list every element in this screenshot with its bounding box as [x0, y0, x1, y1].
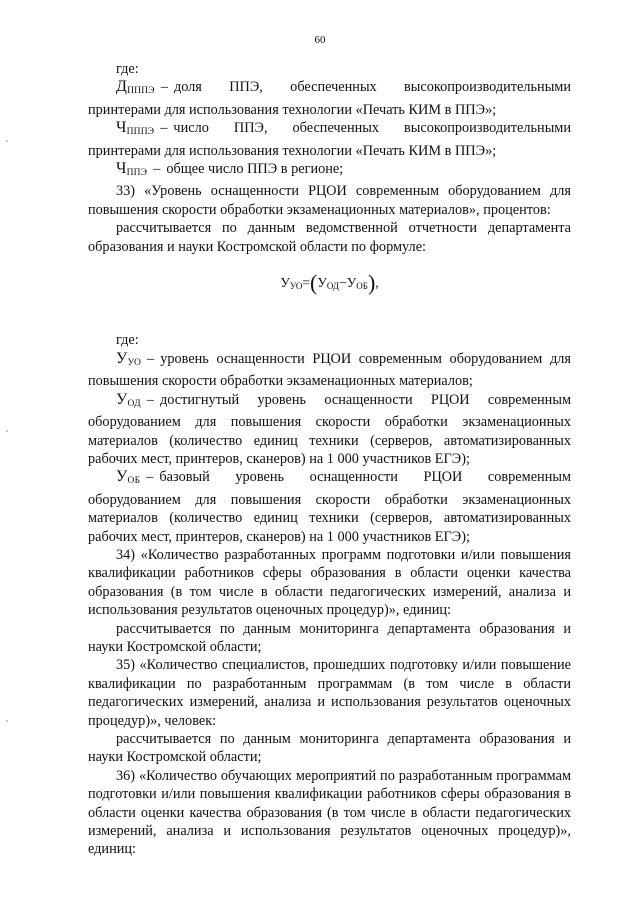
formula-uuo: $У_{УО}=(У_{ОД}-У_{ОБ})$, [280, 270, 379, 296]
item-34-calculation: рассчитывается по данным мониторинга департамента образования и науки Костромской области; [88, 620, 571, 655]
definition-uob: $У_{ОБ}$ – базовый уровень оснащенности РЦОИ современным оборудованием для повышения скорости обработки экзаменационных материалов (количество единиц техники (серверов, автоматизированных рабочих мест, принтеров, сканеров) на 1 000 участников ЕГЭ); [88, 468, 571, 545]
item-36-title: 36) «Количество обучающих мероприятий по разработанным программам подготовки и/или повышения квалификации работников сферы образования в области оценки качества образования (в том числе в области педагогических измерений, анализа и использования результатов оценочных процедур)», единиц: [88, 767, 571, 858]
symbol-uob: $У_{ОБ}$ [116, 468, 141, 487]
definition-text: доля ППЭ, обеспеченных высокопроизводительными принтерами для использования технологии «Печать КИМ в ППЭ»; [88, 79, 571, 118]
item-35-title: 35) «Количество специалистов, прошедших подготовку и/или повышение квалификации по разработанным программам (в том числе в области педагогических измерений, анализа и использования результатов оценочных процедур)», человек: [88, 657, 571, 729]
definition-uod: $У_{ОД}$ – достигнутый уровень оснащенности РЦОИ современным оборудованием для повышения скорости обработки экзаменационных материалов (количество единиц техники (серверов, автоматизированных рабочих мест, принтеров, сканеров) на 1 000 участников ЕГЭ); [88, 390, 571, 467]
definition-ch-ppe: $Ч_{ППЭ}$ – общее число ППЭ в регионе; [116, 160, 344, 179]
definition-ch-ppppe: $Ч_{ПППЭ}$ – число ППЭ, обеспеченных высокопроизводительными принтерами для использования технологии «Печать КИМ в ППЭ»; [88, 119, 571, 159]
symbol-uod: $У_{ОД}$ [116, 390, 141, 409]
page-number: 60 [314, 34, 326, 46]
item-33-title: 33) «Уровень оснащенности РЦОИ современным оборудованием для повышения скорости обработки экзаменационных материалов», процентов: [88, 183, 571, 218]
definition-text: достигнутый уровень оснащенности РЦОИ современным оборудованием для повышения скорости обработки экзаменационных материалов (количество единиц техники (серверов, автоматизированных рабочих мест, принтеров, сканеров) на 1 000 участников ЕГЭ); [88, 391, 571, 467]
item-33-calculation: рассчитывается по данным ведомственной отчетности департамента образования и науки Костромской области по формуле: [88, 220, 571, 255]
definition-text: уровень оснащенности РЦОИ современным оборудованием для повышения скорости обработки экзаменационных материалов; [88, 350, 571, 390]
symbol-uuo: $У_{УО}$ [116, 349, 142, 368]
where-label-1: где: [116, 61, 139, 77]
symbol-d-ppppe: $Д_{ПППЭ}$ [116, 78, 155, 97]
definition-text: базовый уровень оснащенности РЦОИ современным оборудованием для повышения скорости обработки экзаменационных материалов (количество единиц техники (серверов, автоматизированных рабочих мест, принтеров, сканеров) на 1 000 участников ЕГЭ); [88, 469, 571, 545]
scan-edge-mark [6, 720, 8, 722]
where-label-2: где: [116, 332, 139, 349]
document-body [88, 60, 571, 859]
item-34-title: 34) «Количество разработанных программ подготовки и/или повышения квалификации работников сферы образования в области оценки качества образования (в том числе в области педагогических измерений, анализа и использования результатов оценочных процедур)», единиц: [88, 546, 571, 619]
scan-edge-mark [6, 140, 8, 142]
definition-text: общее число ППЭ в регионе; [166, 161, 344, 178]
symbol-ch-ppe: $Ч_{ППЭ}$ [116, 160, 148, 179]
definition-text: число ППЭ, обеспеченных высокопроизводительными принтерами для использования технологии «Печать КИМ в ППЭ»; [88, 120, 571, 159]
definition-d-ppppe: $Д_{ПППЭ}$ – доля ППЭ, обеспеченных высокопроизводительными принтерами для использования технологии «Печать КИМ в ППЭ»; [88, 78, 571, 118]
symbol-ch-ppppe: $Ч_{ПППЭ}$ [116, 119, 155, 138]
scan-edge-mark [6, 430, 8, 432]
definition-uuo: $У_{УО}$ – уровень оснащенности РЦОИ современным оборудованием для повышения скорости обработки экзаменационных материалов; [88, 349, 571, 390]
item-35-calculation: рассчитывается по данным мониторинга департамента образования и науки Костромской области; [88, 731, 571, 766]
